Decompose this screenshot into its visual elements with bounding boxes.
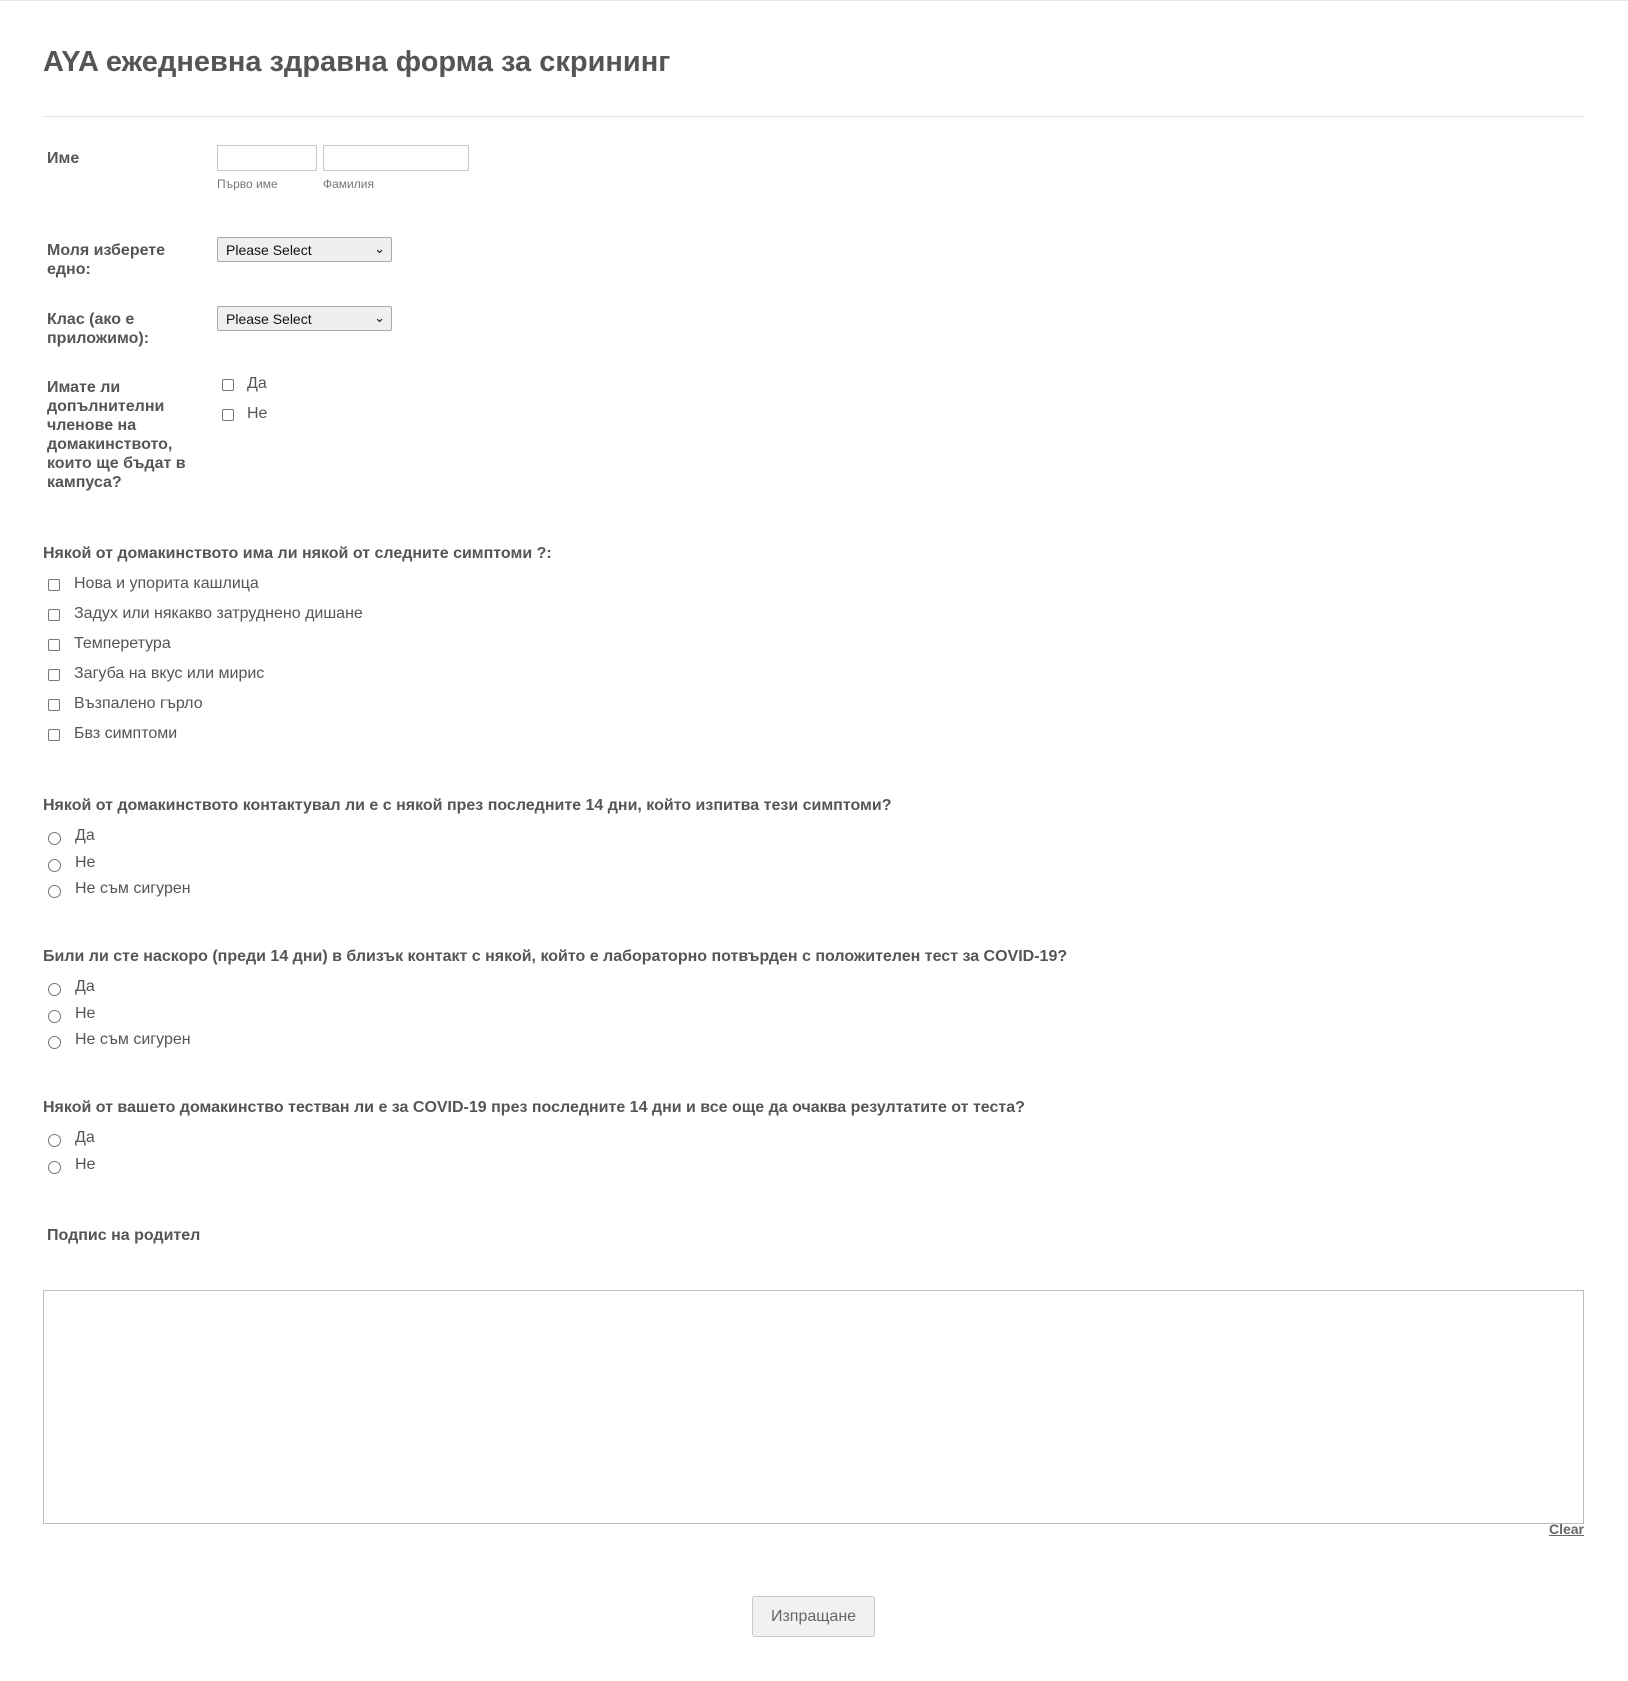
radio-button[interactable]	[48, 832, 61, 845]
name-label: Име	[47, 150, 80, 167]
tested-question: Някой от вашето домакинство тестван ли е за COVID-19 през последните 14 дни и все още да очаква резултатите от теста?	[43, 1099, 1025, 1116]
choose-one-label: Моля изберете едно:	[47, 242, 166, 278]
last-name-input[interactable]	[323, 145, 469, 171]
form-title: AYA ежедневна здравна форма за скрининг	[43, 46, 671, 78]
close-contact-question: Били ли сте наскоро (преди 14 дни) в близък контакт с някой, който е лабораторно потвърден с положителен тест за COVID-19?	[43, 948, 1068, 965]
choose-one-selected: Please Select	[226, 242, 312, 258]
option-label: Не	[247, 405, 268, 422]
option-label: Да	[75, 827, 95, 844]
option-label: Да	[247, 375, 267, 392]
grade-label: Клас (ако е приложимо):	[47, 311, 150, 347]
option-label: Темперетура	[74, 635, 171, 652]
checkbox[interactable]	[48, 639, 60, 651]
checkbox[interactable]	[48, 699, 60, 711]
option-label: Загуба на вкус или мирис	[74, 665, 265, 682]
option-label: Не съм сигурен	[75, 880, 191, 897]
household-members-label: Имате ли допълнителни членове на домакинството, които ще бъдат в кампуса?	[47, 379, 186, 491]
checkbox[interactable]	[222, 409, 234, 421]
signature-pad[interactable]	[43, 1290, 1584, 1524]
option-label: Да	[75, 1129, 95, 1146]
checkbox[interactable]	[48, 609, 60, 621]
clear-signature-link[interactable]: Clear	[1548, 1521, 1584, 1537]
option-label: Задух или някакво затруднено дишане	[74, 605, 363, 622]
signature-label: Подпис на родител	[47, 1227, 201, 1244]
grade-select[interactable]	[217, 306, 392, 331]
chevron-down-icon: ⌄	[374, 310, 385, 325]
option-label: Не	[75, 854, 96, 871]
radio-button[interactable]	[48, 885, 61, 898]
option-label: Бвз симптоми	[74, 725, 178, 742]
option-label: Не	[75, 1156, 96, 1173]
title-divider	[43, 116, 1584, 117]
contact-symptoms-question: Някой от домакинството контактувал ли е с някой през последните 14 дни, който изпитва тези симптоми?	[43, 797, 892, 814]
option-label: Не	[75, 1005, 96, 1022]
checkbox[interactable]	[48, 669, 60, 681]
radio-button[interactable]	[48, 1010, 61, 1023]
last-name-sublabel: Фамилия	[323, 177, 374, 191]
option-label: Да	[75, 978, 95, 995]
choose-one-select[interactable]	[217, 237, 392, 262]
option-label: Нова и упорита кашлица	[74, 575, 259, 592]
chevron-down-icon: ⌄	[374, 241, 385, 256]
radio-button[interactable]	[48, 1134, 61, 1147]
submit-button[interactable]: Изпращане	[752, 1596, 875, 1637]
first-name-input[interactable]	[217, 145, 317, 171]
first-name-sublabel: Първо име	[217, 177, 278, 191]
option-label: Възпалено гърло	[74, 695, 203, 712]
grade-selected: Please Select	[226, 311, 312, 327]
checkbox[interactable]	[48, 729, 60, 741]
radio-button[interactable]	[48, 1036, 61, 1049]
radio-button[interactable]	[48, 983, 61, 996]
radio-button[interactable]	[48, 859, 61, 872]
symptoms-question: Някой от домакинството има ли някой от следните симптоми ?:	[43, 545, 552, 562]
option-label: Не съм сигурен	[75, 1031, 191, 1048]
radio-button[interactable]	[48, 1161, 61, 1174]
checkbox[interactable]	[48, 579, 60, 591]
checkbox[interactable]	[222, 379, 234, 391]
top-border	[0, 0, 1628, 1]
